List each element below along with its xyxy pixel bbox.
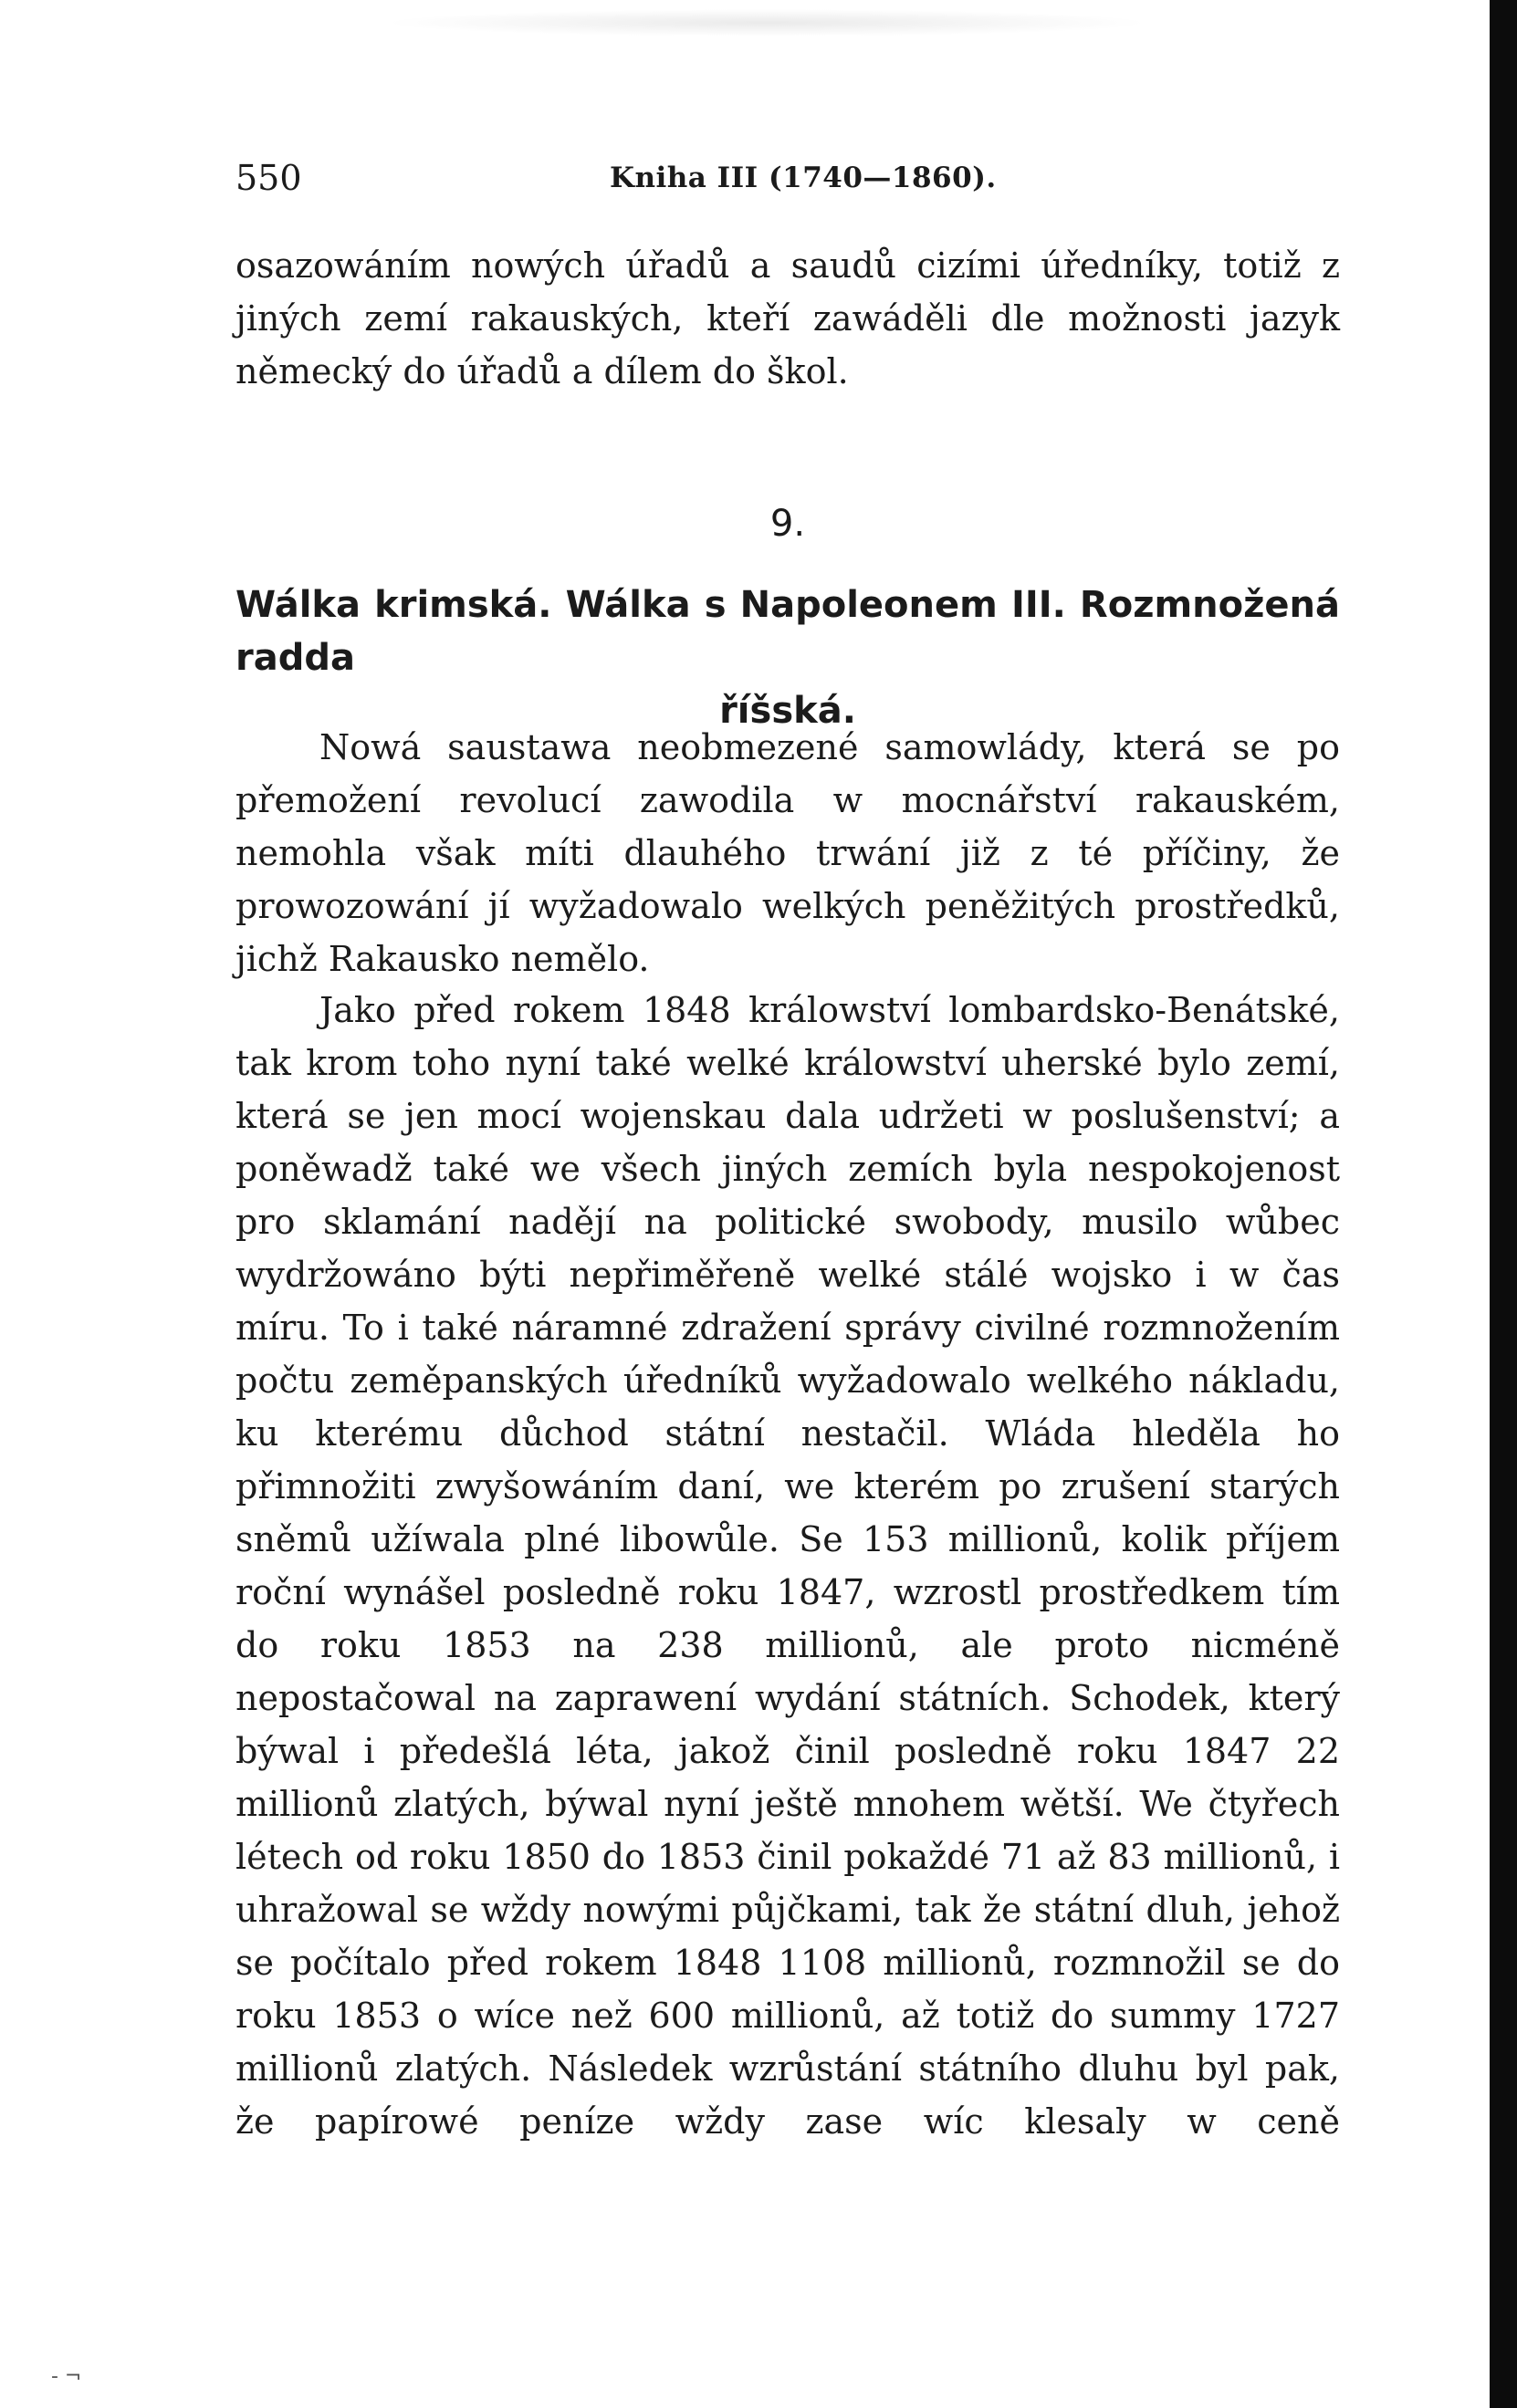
scan-dark-edge xyxy=(1490,0,1517,2408)
paragraph-2: Jako před rokem 1848 králowství lombardsko-Benátské, tak krom toho nyní také welké králowství uherské bylo zemí, která se jen mocí wojenskau dala udržeti w poslušenství; a poněwadž také we všech jiných zemích byla nespokojenost pro sklamání nadějí na politické swobody, musilo wůbec wydržowáno býti nepřiměřeně welké stálé wojsko i w čas míru. To i také náramné zdražení správy civilné rozmnožením počtu zeměpanských úředníků wyžadowalo welkého nákladu, ku kterému důchod státní nestačil. Wláda hleděla ho přimnožiti zwyšowáním daní, we kterém po zrušení starých sněmů užíwala plné libowůle. Se 153 millionů, kolik příjem roční wynášel posledně roku 1847, wzrostl prostředkem tím do roku 1853 na 238 millionů, ale proto nicméně nepostačowal na zaprawení wydání státních. Schodek, který býwal i předešlá léta, jakož činil posledně roku 1847 22 millionů zlatých, býwal nyní ještě mnohem wětší. We čtyřech létech od roku 1850 do 1853 činil pokaždé 71 až 83 millionů, i uhražowal se wždy nowými půjčkami, tak že státní dluh, jehož se počítalo před rokem 1848 1108 millionů, rozmnožil se do roku 1853 o wíce než 600 millionů, až totiž do summy 1727 millionů zlatých. Následek wzrůstání státního dluhu byl pak, že papírowé peníze wždy zase wíc klesaly w ceně xyxy=(235,990,1340,2142)
running-head: Kniha III (1740—1860). xyxy=(610,162,997,194)
section-title-line-2: říšská. xyxy=(719,690,856,732)
scan-mark: - ¬ xyxy=(51,2365,82,2388)
page-number: 550 xyxy=(235,158,302,198)
continuation-paragraph: osazowáním nowých úřadů a saudů cizími úředníky, totiž z jiných zemí rakauských, kteří zawáděli dle možnosti jazyk německý do úřadů a dílem do škol. xyxy=(235,245,1340,391)
scan-smudge xyxy=(383,9,1150,36)
section-number: 9. xyxy=(769,503,806,545)
section-heading xyxy=(235,579,1340,737)
page-header xyxy=(235,155,1340,201)
section-title-line-1: Wálka krimská. Wálka s Napoleonem III. Rozmnožená radda xyxy=(235,584,1340,679)
paragraph-1: Nowá saustawa neobmezené samowlády, která se po přemožení revolucí zawodila w mocnářství rakauském, nemohla však míti dlauhého trwání již z té příčiny, že prowozowání jí wyžadowalo welkých peněžitých prostředků, jichž Rakausko nemělo. xyxy=(235,727,1340,979)
